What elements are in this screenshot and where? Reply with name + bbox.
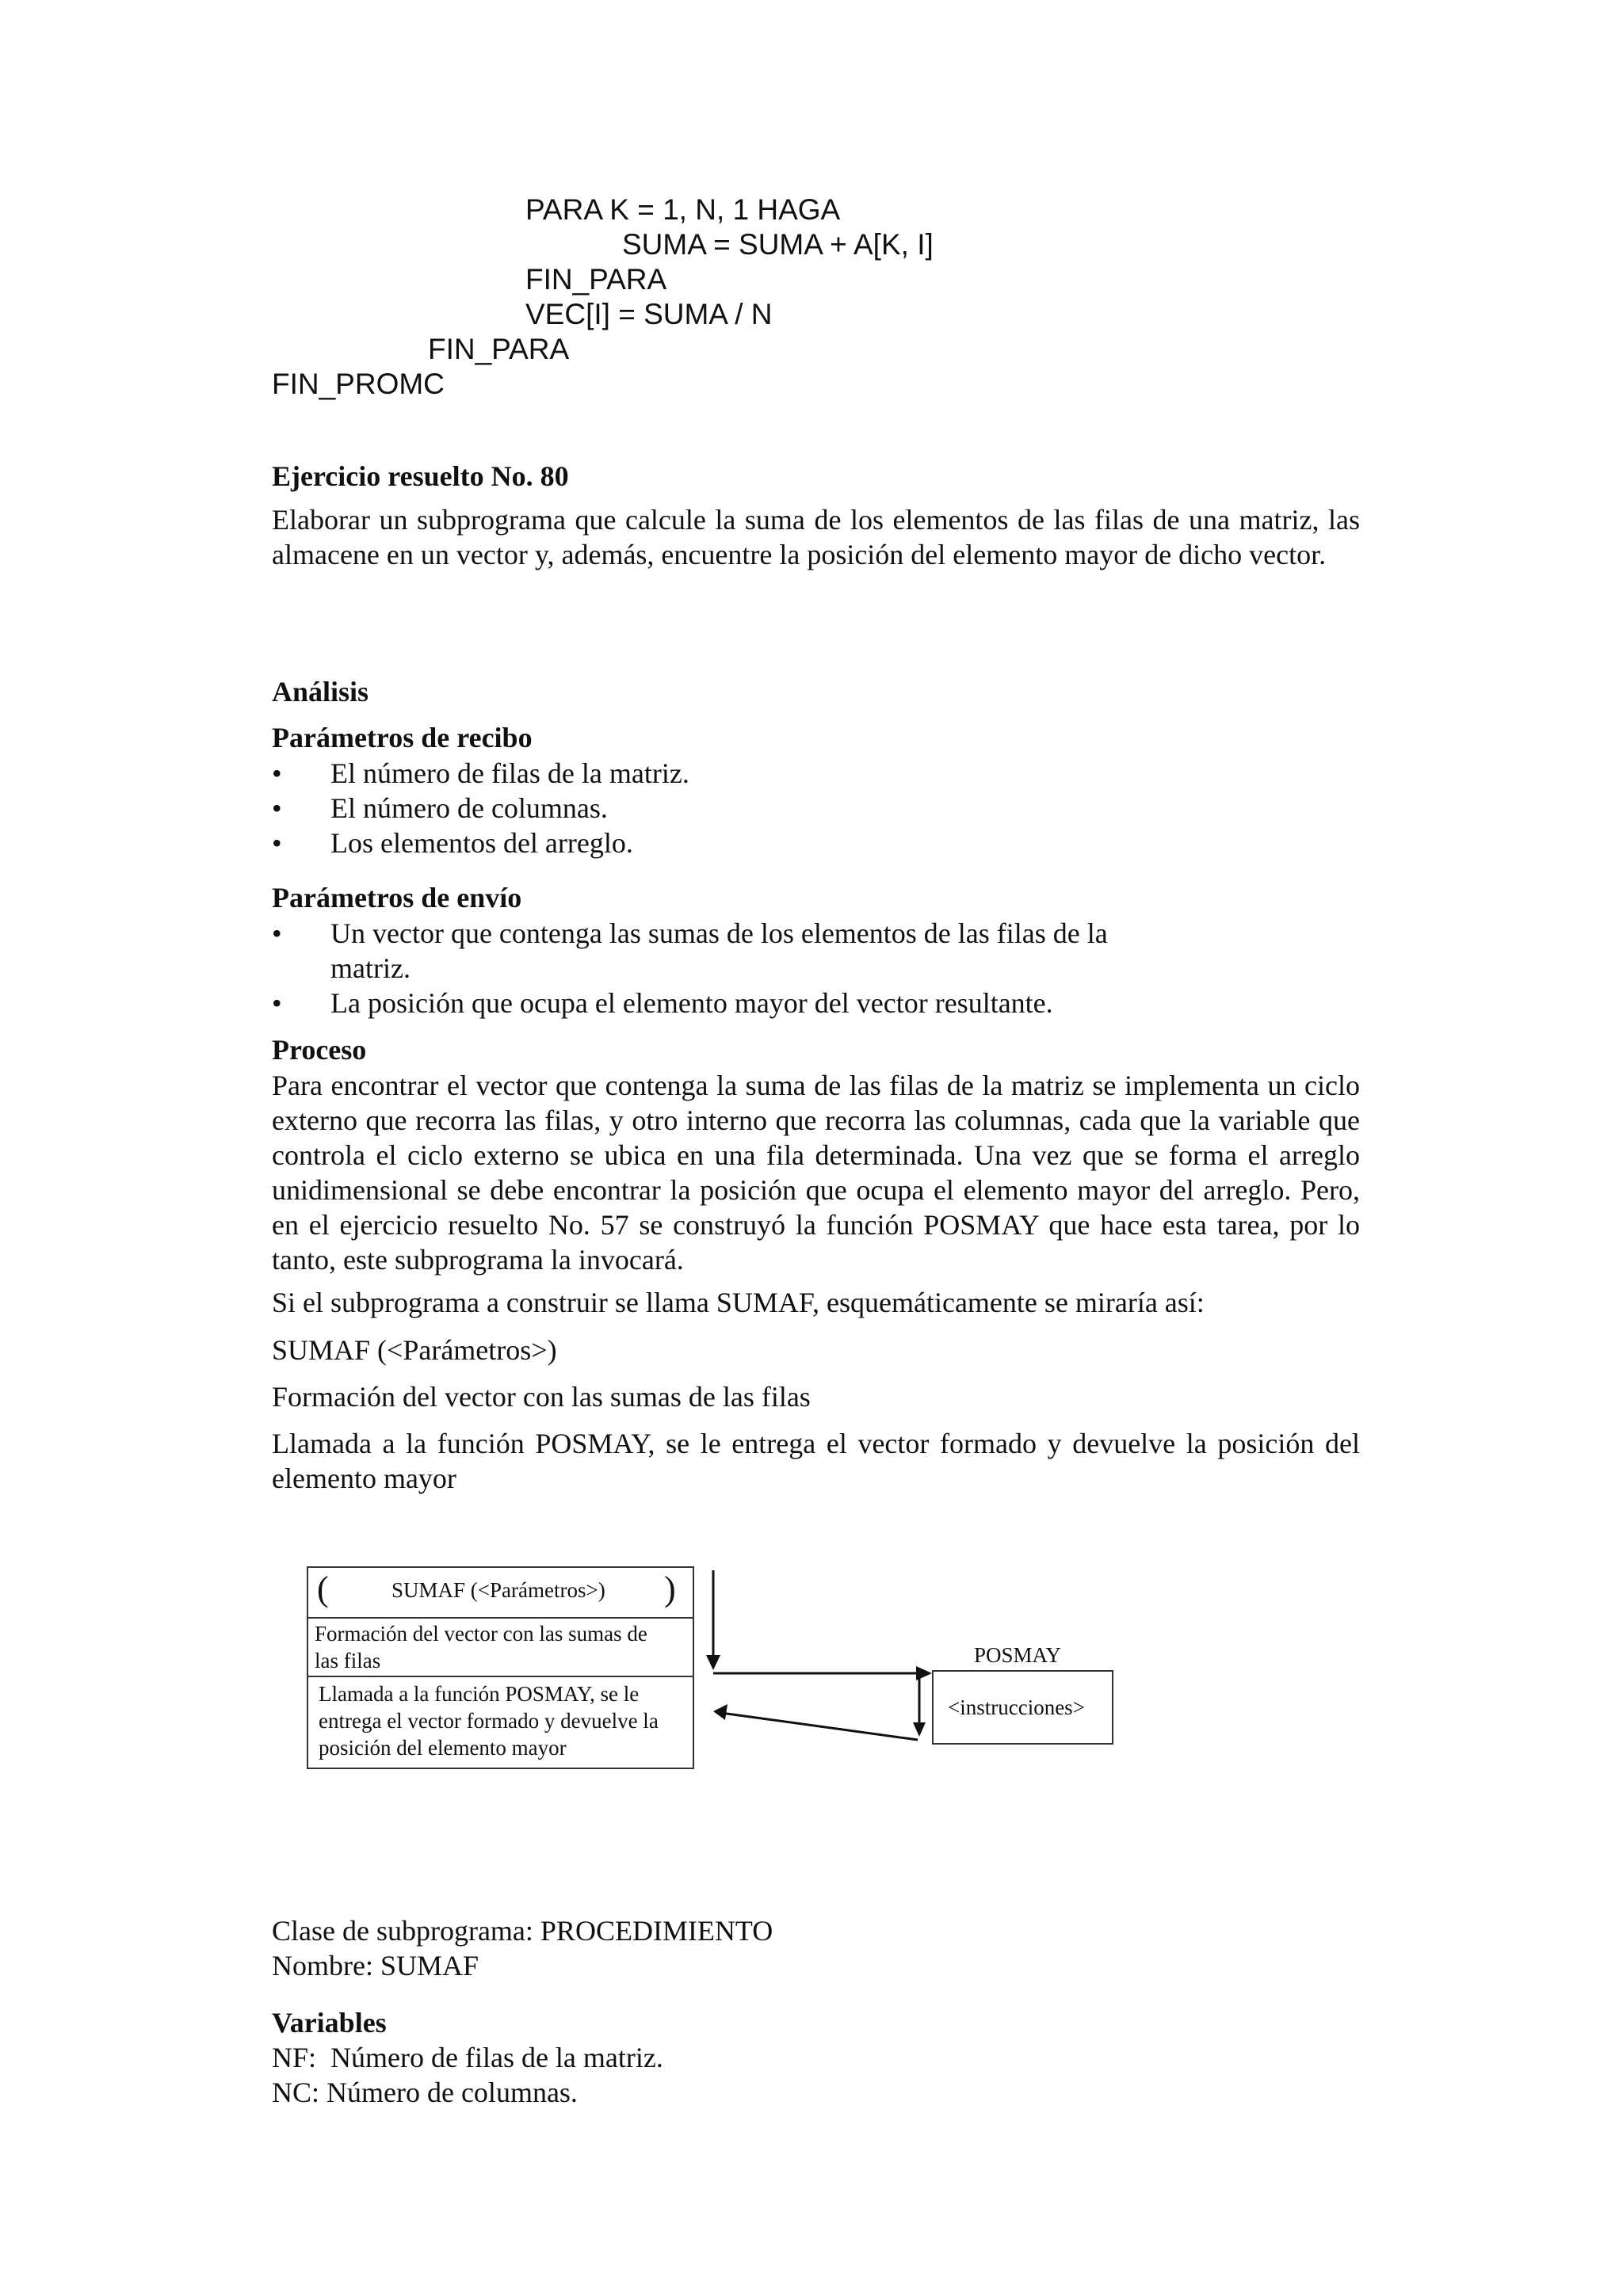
- posmay-down-arrowhead: [913, 1722, 926, 1737]
- variables-heading: Variables: [272, 2007, 387, 2039]
- bullet-icon: •: [272, 792, 282, 824]
- diagram-header: SUMAF (<Parámetros>): [391, 1578, 605, 1602]
- diagram-box2-line2: entrega el vector formado y devuelve la: [319, 1709, 659, 1733]
- list-item: • El número de columnas.: [272, 792, 608, 824]
- analysis-heading: Análisis: [272, 676, 369, 707]
- subprogram-name: Nombre: SUMAF: [272, 1950, 479, 1981]
- diagram-box1-line2: las filas: [315, 1649, 381, 1672]
- variable-nf: NF: Número de filas de la matriz.: [272, 2042, 663, 2073]
- exercise-title: Ejercicio resuelto No. 80: [272, 460, 569, 492]
- exercise-statement: Elaborar un subprograma que calcule la suma de los elementos de las filas de una matriz, las almacene en un vector y, además, encuentre la posición del elemento mayor de dicho vector.: [272, 504, 1360, 570]
- diagram-box2-line3: posición del elemento mayor: [319, 1736, 567, 1760]
- code-line-fin-para-outer: FIN_PARA: [428, 333, 570, 365]
- diagram-box2-line1: Llamada a la función POSMAY, se le: [319, 1682, 640, 1706]
- list-item: • La posición que ocupa el elemento mayor del vector resultante.: [272, 987, 1053, 1019]
- code-line-para: PARA K = 1, N, 1 HAGA: [525, 193, 841, 226]
- bullet-icon: •: [272, 757, 282, 789]
- list-item: • Los elementos del arreglo.: [272, 827, 633, 859]
- schematic-line-3: Llamada a la función POSMAY, se le entrega el vector formado y devuelve la posición del elemento mayor: [272, 1428, 1360, 1494]
- schematic-intro: Si el subprograma a construir se llama SUMAF, esquemáticamente se miraría así:: [272, 1287, 1205, 1318]
- schematic-line-1: SUMAF (<Parámetros>): [272, 1334, 557, 1366]
- diagram-box1-line1: Formación del vector con las sumas de: [315, 1622, 647, 1646]
- return-arrow: [721, 1713, 918, 1740]
- bullet-icon: •: [272, 917, 282, 949]
- code-line-fin-para-inner: FIN_PARA: [525, 263, 667, 296]
- list-item: • Un vector que contenga las sumas de los elementos de las filas de la matriz.: [272, 917, 1108, 984]
- bullet-icon: •: [272, 987, 282, 1019]
- flow-down-arrowhead: [706, 1655, 720, 1670]
- bullet-icon: •: [272, 827, 282, 859]
- diagram-paren-open: (: [317, 1569, 329, 1608]
- schematic-line-2: Formación del vector con las sumas de las filas: [272, 1381, 811, 1413]
- subprogram-class: Clase de subprograma: PROCEDIMIENTO: [272, 1915, 773, 1947]
- process-heading: Proceso: [272, 1034, 367, 1066]
- code-line-vec: VEC[I] = SUMA / N: [525, 298, 773, 330]
- code-line-suma: SUMA = SUMA + A[K, I]: [622, 228, 934, 261]
- process-text: Para encontrar el vector que contenga la suma de las filas de la matriz se implementa un ciclo externo que recorra las filas, y otro interno que recorra las columnas, cada que la variable que controla el ciclo externo se ubica en una fila determinada. Una vez que se forma el arreglo unidimensional se debe encontrar la posición que ocupa el elemento mayor del arreglo. Pero, en el ejercicio resuelto No. 57 se construyó la función POSMAY que hace esta tarea, por lo tanto, este subprograma la invocará.: [272, 1070, 1360, 1276]
- send-heading: Parámetros de envío: [272, 882, 522, 913]
- receive-heading: Parámetros de recibo: [272, 722, 533, 753]
- code-line-fin-promc: FIN_PROMC: [272, 368, 445, 400]
- posmay-label: POSMAY: [974, 1643, 1062, 1667]
- variable-nc: NC: Número de columnas.: [272, 2077, 578, 2108]
- diagram-paren-close: ): [664, 1569, 676, 1608]
- list-item: • El número de filas de la matriz.: [272, 757, 689, 789]
- return-arrowhead: [713, 1704, 727, 1720]
- posmay-box-text: <instrucciones>: [948, 1695, 1085, 1719]
